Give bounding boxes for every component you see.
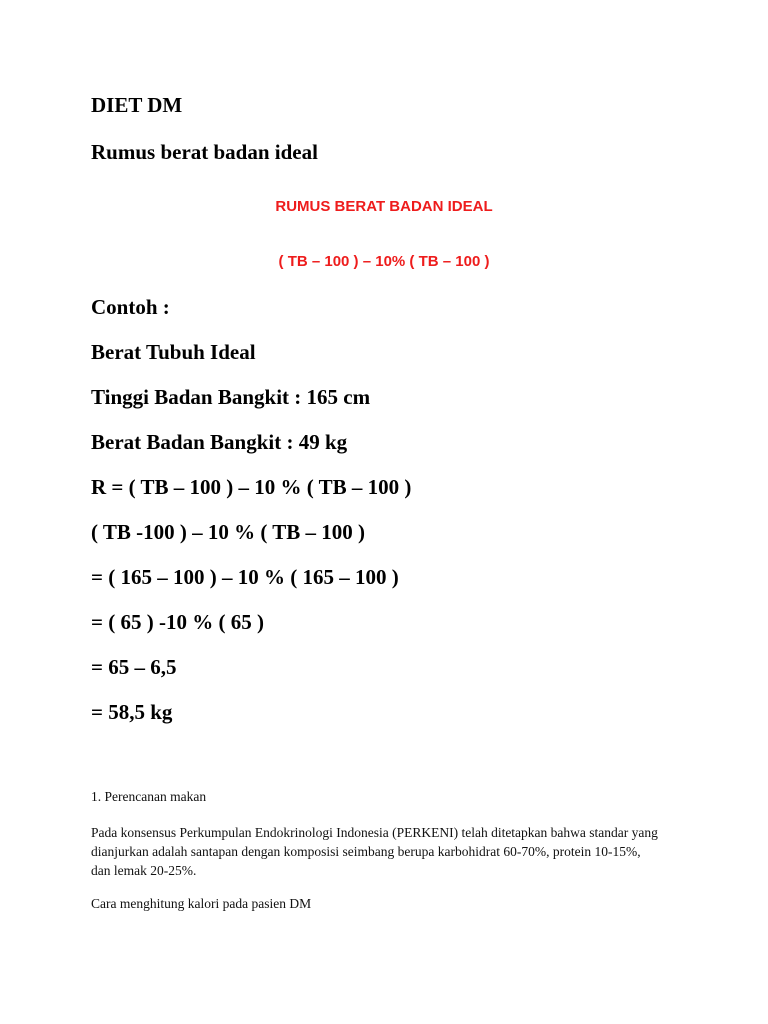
document-subtitle: Rumus berat badan ideal [91, 140, 318, 164]
example-height-line: Tinggi Badan Bangkit : 165 cm [91, 385, 371, 409]
calculation-result: = 58,5 kg [91, 700, 173, 724]
formula-expression: ( TB – 100 ) – 10% ( TB – 100 ) [278, 253, 490, 270]
calculation-step: = 65 – 6,5 [91, 655, 177, 679]
example-label: Contoh : [91, 295, 170, 319]
calculation-step: ( TB -100 ) – 10 % ( TB – 100 ) [91, 520, 365, 544]
calculation-step: = ( 165 – 100 ) – 10 % ( 165 – 100 ) [91, 565, 399, 589]
formula-title: RUMUS BERAT BADAN IDEAL [275, 198, 493, 215]
document-title: DIET DM [91, 93, 183, 117]
calculation-step: = ( 65 ) -10 % ( 65 ) [91, 610, 264, 634]
calculation-step: R = ( TB – 100 ) – 10 % ( TB – 100 ) [91, 475, 412, 499]
example-section-title: Berat Tubuh Ideal [91, 340, 256, 364]
perkeni-paragraph: Pada konsensus Perkumpulan Endokrinologi Indonesia (PERKENI) telah ditetapkan bahwa standar yang dianjurkan adalah santapan dengan komposisi seimbang berupa karbohidrat 60-70%, protein 10-15%, dan lemak 20-25%. [91, 825, 658, 878]
example-weight-line: Berat Badan Bangkit : 49 kg [91, 430, 348, 454]
calorie-heading: Cara menghitung kalori pada pasien DM [91, 896, 312, 911]
section-heading-perencanaan: 1. Perencanan makan [91, 789, 207, 804]
